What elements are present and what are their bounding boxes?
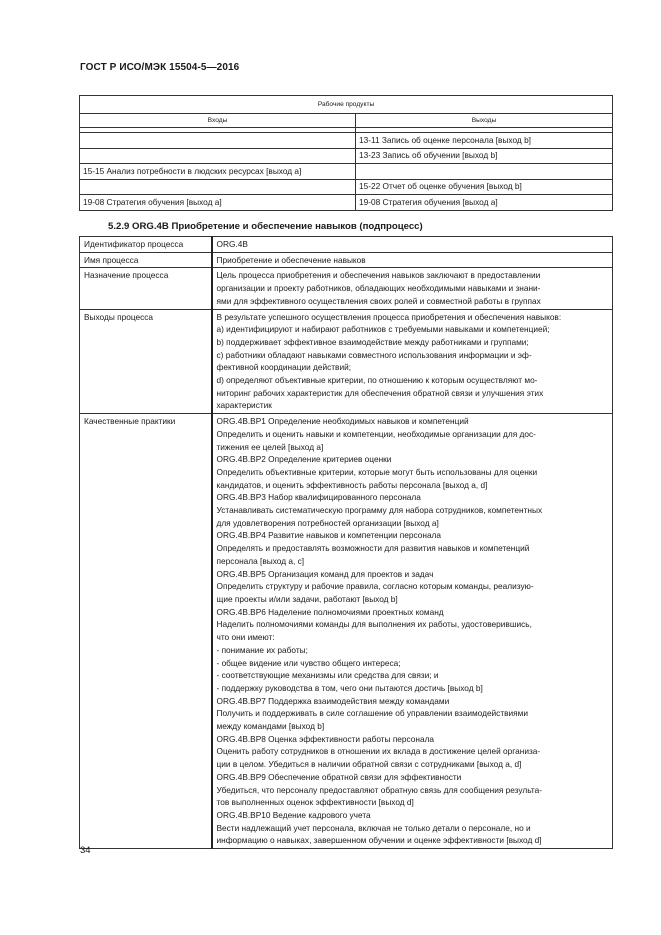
process-id-value: ORG.4B bbox=[212, 237, 613, 253]
text-line: персонала [выход a, c] bbox=[216, 555, 305, 566]
process-name-label: Имя процесса bbox=[80, 252, 212, 268]
table-row bbox=[80, 237, 613, 253]
table-row bbox=[80, 414, 613, 849]
text-line: информацию о навыках, завершенном обучении и оценке эффективности [выход d] bbox=[216, 835, 542, 846]
text-line: Вести надлежащий учет персонала, включая не только детали о персонале, но и bbox=[216, 822, 531, 833]
document-header: ГОСТ Р ИСО/МЭК 15504-5—2016 bbox=[80, 62, 240, 73]
output-cell: 19-08 Стратегия обучения [выход a] bbox=[356, 195, 613, 211]
text-line: Цель процесса приобретения и обеспечения навыков заключают в предоставлении bbox=[216, 270, 541, 281]
process-id-label: Идентификатор процесса bbox=[80, 237, 212, 253]
text-line: тов выполненных оценок эффективности [выход d] bbox=[216, 797, 414, 808]
text-line: ORG.4B.BP8 Оценка эффективности работы персонала bbox=[216, 733, 435, 744]
text-line: ции в целом. Убедиться в наличии обратной связи с сотрудниками [выход a, d] bbox=[216, 759, 522, 770]
text-line: ORG.4B.BP10 Ведение кадрового учета bbox=[216, 809, 371, 820]
text-line: Получить и поддерживать в силе соглашение об управлении взаимодействиями bbox=[216, 708, 529, 719]
text-line: c) работники обладают навыками совместного использования информации и эф- bbox=[216, 349, 532, 360]
text-line: ORG.4B.BP9 Обеспечение обратной связи для эффективности bbox=[216, 771, 462, 782]
text-line: Оценить работу сотрудников в отношении их вклада в достижение целей организа- bbox=[216, 746, 541, 757]
process-purpose-value bbox=[212, 268, 613, 309]
text-line: Устанавливать систематическую программу для набора сотрудников, компетентных bbox=[216, 505, 543, 516]
output-cell: 13-23 Запись об обучении [выход b] bbox=[356, 148, 613, 164]
input-cell bbox=[80, 179, 356, 195]
text-line: ями для эффективного осуществления своих ролей и совместной работы в группах bbox=[216, 295, 541, 306]
text-line: ORG.4B.BP3 Набор квалифицированного персонала bbox=[216, 492, 421, 503]
table-row bbox=[80, 268, 613, 309]
process-practices-label: Качественные практики bbox=[80, 414, 212, 849]
text-line: - понимание их работы; bbox=[216, 644, 308, 655]
process-outcomes-label: Выходы процесса bbox=[80, 309, 212, 414]
text-line: Определять и предоставлять возможности для развития навыков и компетенций bbox=[216, 543, 530, 554]
input-cell bbox=[80, 148, 356, 164]
table-row bbox=[80, 179, 613, 195]
text-line: между командами [выход b] bbox=[216, 721, 325, 732]
table-row bbox=[80, 252, 613, 268]
text-line: ниторинг рабочих характеристик для обеспечения обратной связи и улучшения этих bbox=[216, 387, 544, 398]
text-line: ORG.4B.BP7 Поддержка взаимодействия между командами bbox=[216, 695, 450, 706]
text-line: Убедиться, что персоналу предоставляют обратную связь для сообщения результа- bbox=[216, 784, 542, 795]
text-line: ORG.4B.BP2 Определение критериев оценки bbox=[216, 454, 392, 465]
text-line: характеристик bbox=[216, 400, 272, 411]
text-line: Наделить полномочиями команды для выполнения их работы, удостоверившись, bbox=[216, 619, 532, 630]
section-title: 5.2.9 ORG.4B Приобретение и обеспечение навыков (подпроцесс) bbox=[108, 221, 423, 232]
process-name-value: Приобретение и обеспечение навыков bbox=[212, 252, 613, 268]
page-number: 34 bbox=[80, 845, 91, 856]
text-line: Определить структуру и рабочие правила, согласно которым команды, реализую- bbox=[216, 581, 534, 592]
text-line: - соответствующие механизмы или средства для связи; и bbox=[216, 670, 439, 681]
table-row bbox=[80, 133, 613, 149]
output-cell: 15-22 Отчет об оценке обучения [выход b] bbox=[356, 179, 613, 195]
table-row bbox=[80, 148, 613, 164]
text-line: - поддержку руководства в том, чего они пытаются достичь [выход b] bbox=[216, 682, 483, 693]
text-line: организации и проекту работников, обладающих необходимыми навыками и знани- bbox=[216, 283, 541, 294]
text-line: a) идентифицируют и набирают работников с требуемыми навыками и компетенцией; bbox=[216, 324, 550, 335]
inputs-header: Входы bbox=[80, 114, 356, 128]
text-line: для удовлетворения потребностей организации [выход a] bbox=[216, 517, 439, 528]
process-practices-value bbox=[212, 414, 613, 849]
input-cell bbox=[80, 133, 356, 149]
work-products-table bbox=[79, 95, 613, 211]
input-cell: 19-08 Стратегия обучения [выход a] bbox=[80, 195, 356, 211]
text-line: - общее видение или чувство общего интереса; bbox=[216, 657, 401, 668]
text-line: b) поддерживает эффективное взаимодействие между работниками и группами; bbox=[216, 336, 529, 347]
text-line: ORG.4B.BP5 Организация команд для проектов и задач bbox=[216, 568, 434, 579]
text-line: Определить объективные критерии, которые могут быть использованы для оценки bbox=[216, 466, 538, 477]
table-row bbox=[80, 309, 613, 414]
output-cell: 13-11 Запись об оценке персонала [выход b] bbox=[356, 133, 613, 149]
input-cell: 15-15 Анализ потребности в людских ресурсах [выход a] bbox=[80, 164, 356, 180]
text-line: Определить и оценить навыки и компетенции, необходимые организации для дос- bbox=[216, 428, 536, 439]
text-line: ORG.4B.BP1 Определение необходимых навыков и компетенций bbox=[216, 416, 469, 427]
text-line: В результате успешного осуществления процесса приобретения и обеспечения навыков: bbox=[216, 311, 562, 322]
text-line: что они имеют: bbox=[216, 632, 275, 643]
text-line: фективной координации действий; bbox=[216, 362, 352, 373]
table-row bbox=[80, 195, 613, 211]
text-line: ORG.4B.BP6 Наделение полномочиями проектных команд bbox=[216, 606, 444, 617]
process-purpose-label: Назначение процесса bbox=[80, 268, 212, 309]
work-products-caption: Рабочие продукты bbox=[80, 96, 613, 114]
outputs-header: Выходы bbox=[356, 114, 613, 128]
text-line: d) определяют объективные критерии, по отношению к которым осуществляют мо- bbox=[216, 375, 538, 386]
text-line: кандидатов, и оценить эффективность работы персонала [выход a, d] bbox=[216, 479, 488, 490]
text-line: ORG.4B.BP4 Развитие навыков и компетенции персонала bbox=[216, 530, 442, 541]
text-line: щие проекты и/или задачи, работают [выход b] bbox=[216, 593, 398, 604]
text-line: тижения ее целей [выход a] bbox=[216, 441, 324, 452]
output-cell bbox=[356, 164, 613, 180]
table-row bbox=[80, 164, 613, 180]
process-table bbox=[79, 236, 613, 849]
process-outcomes-value bbox=[212, 309, 613, 414]
